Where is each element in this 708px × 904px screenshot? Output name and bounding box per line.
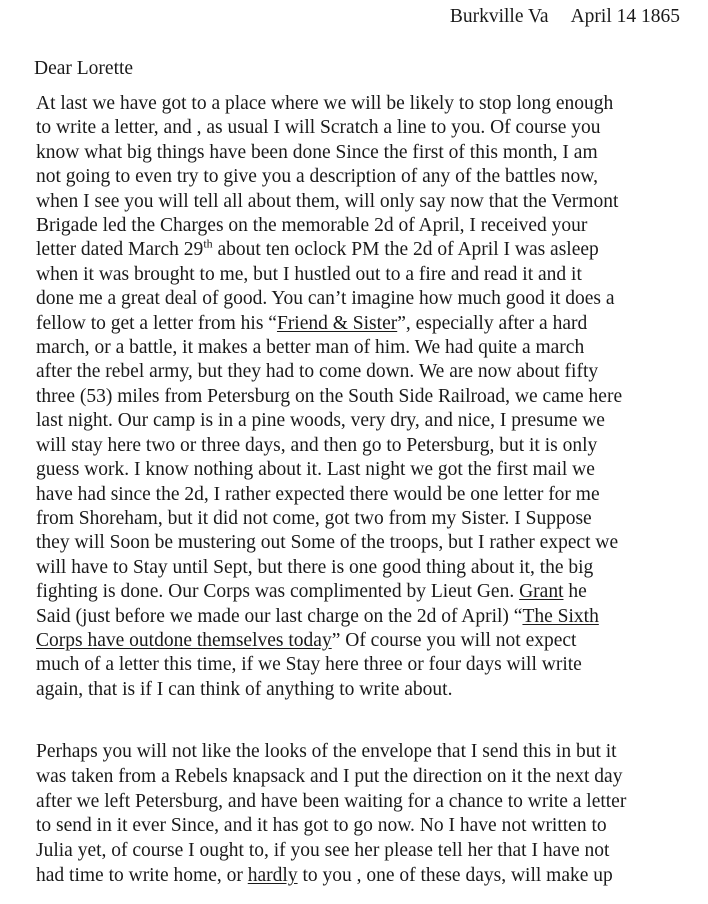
- text-segment: when I see you will tell all about them, will only say now that the Vermont: [36, 190, 619, 212]
- text-segment: will stay here two or three days, and then go to Petersburg, but it is only: [36, 434, 598, 456]
- text-segment: they will Soon be mustering out Some of the troops, but I rather expect we: [36, 532, 619, 554]
- text-line: [36, 839, 692, 864]
- text-segment: he: [563, 581, 587, 603]
- text-segment: three (53) miles from Petersburg on the South Side Railroad, we came here: [36, 385, 623, 407]
- text-segment: to send in it ever Since, and it has got to go now. No I have not written to: [36, 815, 607, 837]
- text-segment: much of a letter this time, if we Stay here three or four days will write: [36, 654, 582, 676]
- text-line: [36, 238, 692, 262]
- text-line: [36, 385, 692, 409]
- text-segment: Said (just before we made our last charge on the 2d of April) “: [36, 605, 523, 627]
- text-segment: Brigade led the Charges on the memorable 2d of April, I received your: [36, 215, 588, 237]
- text-segment: done me a great deal of good. You can’t imagine how much good it does a: [36, 288, 615, 310]
- text-line: [36, 864, 692, 889]
- text-line: [36, 458, 692, 482]
- text-segment: after the rebel army, but they had to come down. We are now about fifty: [36, 361, 599, 383]
- text-segment: fighting is done. Our Corps was complimented by Lieut Gen.: [36, 581, 520, 603]
- text-line: [36, 605, 692, 629]
- underlined-text: hardly: [247, 864, 298, 886]
- text-line: [36, 814, 692, 839]
- text-segment: to write a letter, and , as usual I will Scratch a line to you. Of course you: [36, 117, 601, 139]
- superscript-text: th: [203, 236, 213, 251]
- text-segment: letter dated March 29: [36, 239, 204, 261]
- text-segment: guess work. I know nothing about it. Last night we got the first mail we: [36, 459, 595, 481]
- underlined-text: Friend & Sister: [276, 312, 398, 334]
- header-place: Burkville Va: [449, 6, 549, 27]
- underlined-text: The Sixth: [522, 605, 599, 627]
- text-line: [36, 483, 692, 507]
- text-segment: ”, especially after a hard: [397, 312, 588, 334]
- text-line: [36, 790, 692, 815]
- text-segment: have had since the 2d, I rather expected there would be one letter for me: [36, 483, 600, 505]
- text-line: [36, 263, 692, 287]
- text-segment: know what big things have been done Since the first of this month, I am: [36, 141, 598, 163]
- text-line: [36, 92, 692, 116]
- letter-paragraph-2: [36, 740, 692, 889]
- text-line: [36, 116, 692, 140]
- text-line: [36, 312, 692, 336]
- text-line: [36, 165, 692, 189]
- text-line: [36, 678, 692, 702]
- header-date: April 14 1865: [570, 6, 680, 27]
- text-line: [36, 214, 692, 238]
- text-line: [36, 336, 692, 360]
- letter-paragraph-1: [36, 92, 692, 702]
- text-line: [36, 409, 692, 433]
- letter-header: [450, 6, 680, 28]
- text-line: [36, 190, 692, 214]
- letter-greeting: Dear Lorette: [34, 58, 134, 79]
- text-line: [36, 531, 692, 555]
- text-segment: will have to Stay until Sept, but there is one good thing about it, the big: [36, 556, 594, 578]
- text-line: [36, 141, 692, 165]
- text-segment: last night. Our camp is in a pine woods, very dry, and nice, I presume we: [36, 410, 605, 432]
- text-line: [36, 556, 692, 580]
- text-line: [36, 629, 692, 653]
- text-segment: not going to even try to give you a description of any of the battles now,: [36, 166, 598, 188]
- text-segment: after we left Petersburg, and have been waiting for a chance to write a letter: [36, 790, 627, 812]
- text-segment: again, that is if I can think of anything to write about.: [36, 678, 453, 700]
- text-line: [36, 765, 692, 790]
- text-line: [36, 287, 692, 311]
- text-line: [36, 740, 692, 765]
- text-segment: At last we have got to a place where we will be likely to stop long enough: [36, 93, 614, 114]
- text-line: [36, 507, 692, 531]
- text-segment: fellow to get a letter from his “: [36, 312, 277, 334]
- text-segment: Julia yet, of course I ought to, if you see her please tell her that I have not: [36, 840, 610, 862]
- text-line: [36, 360, 692, 384]
- text-segment: about ten oclock PM the 2d of April I was asleep: [212, 239, 599, 261]
- text-segment: to you , one of these days, will make up: [297, 864, 613, 886]
- text-segment: had time to write home, or: [36, 864, 248, 886]
- text-segment: when it was brought to me, but I hustled out to a fire and read it and it: [36, 263, 582, 285]
- text-segment: from Shoreham, but it did not come, got two from my Sister. I Suppose: [36, 507, 592, 529]
- underlined-text: Grant: [519, 581, 564, 603]
- underlined-text: Corps have outdone themselves today: [36, 629, 332, 651]
- text-segment: ” Of course you will not expect: [331, 629, 577, 651]
- text-segment: Perhaps you will not like the looks of the envelope that I send this in but it: [36, 741, 617, 762]
- text-line: [36, 653, 692, 677]
- text-segment: march, or a battle, it makes a better man of him. We had quite a march: [36, 337, 585, 359]
- text-line: [36, 580, 692, 604]
- text-line: [36, 434, 692, 458]
- text-segment: was taken from a Rebels knapsack and I put the direction on it the next day: [36, 765, 623, 787]
